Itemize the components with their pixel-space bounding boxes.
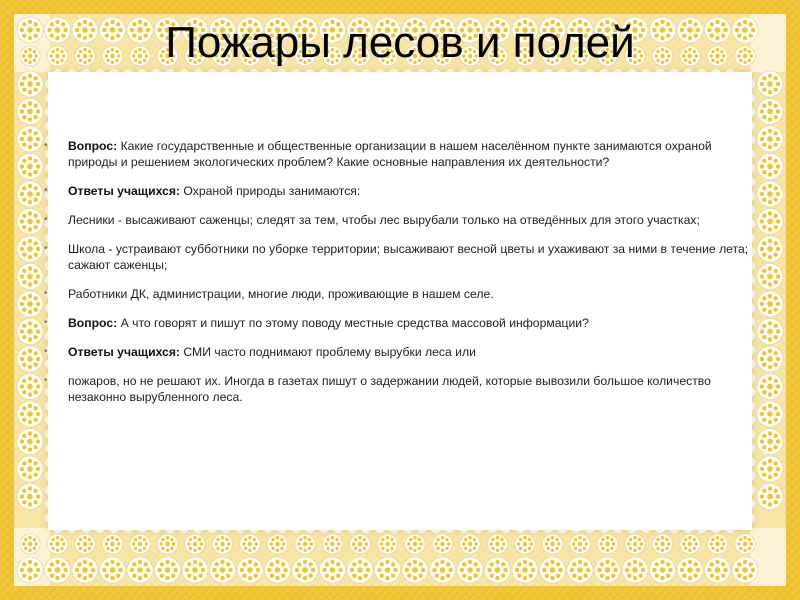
lace-flower-icon (17, 236, 43, 262)
lace-flower-icon (757, 264, 783, 290)
lace-flower-icon (735, 534, 755, 554)
lace-flower-icon (757, 209, 783, 235)
lace-flower-icon (130, 534, 150, 554)
lace-flower-icon (757, 484, 783, 510)
lace-flower-icon (622, 557, 648, 583)
lace-flower-icon (375, 557, 401, 583)
lace-flower-icon (17, 456, 43, 482)
lace-flower-icon (757, 236, 783, 262)
item-label: Ответы учащихся: (68, 184, 180, 198)
item-label: Вопрос: (68, 139, 118, 153)
lace-flower-icon (212, 534, 232, 554)
lace-flower-icon (377, 534, 397, 554)
item-text: А что говорят и пишут по этому поводу местные средства массовой информации? (117, 316, 589, 330)
lace-flower-icon (680, 534, 700, 554)
list-item (44, 138, 760, 170)
list-item (44, 212, 760, 228)
lace-flower-icon (757, 71, 783, 97)
lace-flower-icon (157, 534, 177, 554)
lace-flower-icon (17, 319, 43, 345)
lace-flower-icon (127, 557, 153, 583)
lace-flower-icon (17, 71, 43, 97)
lace-flower-icon (72, 557, 98, 583)
lace-flower-icon (757, 154, 783, 180)
item-text: Лесники - высаживают саженцы; следят за тем, чтобы лес вырубали только на отведённых для этого участках; (68, 213, 700, 227)
lace-flower-icon (757, 401, 783, 427)
lace-flower-icon (457, 557, 483, 583)
lace-flower-icon (652, 534, 672, 554)
lace-flower-icon (267, 534, 287, 554)
list-item (44, 183, 760, 199)
lace-flower-icon (542, 534, 562, 554)
lace-flower-icon (237, 557, 263, 583)
item-text: пожаров, но не решают их. Иногда в газетах пишут о задержании людей, которые вывозили большое количество незаконно вырубленного леса. (68, 374, 711, 404)
lace-flower-icon (650, 557, 676, 583)
lace-flower-icon (47, 534, 67, 554)
lace-flower-icon (322, 534, 342, 554)
slide-title: Пожары лесов и полей (165, 18, 635, 67)
list-item (44, 315, 760, 331)
lace-flower-icon (295, 534, 315, 554)
lace-flower-icon (757, 429, 783, 455)
lace-flower-icon (17, 264, 43, 290)
list-item (44, 373, 760, 405)
lace-flower-icon (757, 346, 783, 372)
lace-flower-icon (515, 534, 535, 554)
lace-flower-icon (677, 557, 703, 583)
bullet-dot-icon: • (44, 346, 48, 357)
item-text: Какие государственные и общественные организации в нашем населённом пункте занимаются охраной природы и решением экологических проблем? Какие основные направления их деятельности? (68, 139, 712, 169)
lace-flower-icon (17, 374, 43, 400)
lace-flower-icon (17, 99, 43, 125)
bullet-dot-icon: • (44, 214, 48, 225)
lace-flower-icon (17, 429, 43, 455)
lace-flower-icon (102, 534, 122, 554)
item-label: Ответы учащихся: (68, 345, 180, 359)
lace-flower-icon (347, 557, 373, 583)
bullet-dot-icon: • (44, 140, 48, 151)
lace-flower-icon (707, 534, 727, 554)
lace-flower-icon (350, 534, 370, 554)
lace-flower-icon (757, 291, 783, 317)
bullet-dot-icon: • (44, 185, 48, 196)
lace-flower-icon (567, 557, 593, 583)
lace-flower-icon (430, 557, 456, 583)
lace-flower-icon (155, 557, 181, 583)
lace-flower-icon (405, 534, 425, 554)
lace-flower-icon (185, 534, 205, 554)
lace-flower-icon (17, 154, 43, 180)
lace-flower-icon (757, 126, 783, 152)
lace-flower-icon (17, 557, 43, 583)
lace-flower-icon (597, 534, 617, 554)
bullet-dot-icon: • (44, 375, 48, 386)
lace-flower-icon (757, 319, 783, 345)
bullet-dot-icon: • (44, 288, 48, 299)
bullet-dot-icon: • (44, 317, 48, 328)
lace-flower-icon (100, 557, 126, 583)
lace-flower-icon (757, 374, 783, 400)
lace-flower-icon (432, 534, 452, 554)
lace-flower-icon (265, 557, 291, 583)
bullet-list (44, 138, 760, 418)
lace-flower-icon (485, 557, 511, 583)
lace-flower-icon (75, 534, 95, 554)
lace-flower-icon (757, 181, 783, 207)
lace-flower-icon (540, 557, 566, 583)
list-item (44, 344, 760, 360)
lace-flower-icon (705, 557, 731, 583)
lace-flower-icon (757, 456, 783, 482)
item-text: Школа - устраивают субботники по уборке территории; высаживают весной цветы и ухаживают за ними в течение лета; сажают саженцы; (68, 242, 749, 272)
bullet-dot-icon: • (44, 243, 48, 254)
lace-flower-icon (732, 557, 758, 583)
lace-flower-icon (292, 557, 318, 583)
lace-flower-icon (17, 126, 43, 152)
lace-flower-icon (570, 534, 590, 554)
item-text: Работники ДК, администрации, многие люди, проживающие в нашем селе. (68, 287, 494, 301)
item-label: Вопрос: (68, 316, 118, 330)
lace-flower-icon (625, 534, 645, 554)
lace-flower-icon (595, 557, 621, 583)
lace-flower-icon (17, 209, 43, 235)
lace-flower-icon (240, 534, 260, 554)
lace-flower-icon (20, 534, 40, 554)
lace-flower-icon (17, 291, 43, 317)
item-text: СМИ часто поднимают проблему вырубки леса или (180, 345, 476, 359)
lace-flower-icon (487, 534, 507, 554)
lace-flower-icon (460, 534, 480, 554)
lace-flower-icon (17, 181, 43, 207)
lace-flower-icon (17, 346, 43, 372)
lace-flower-icon (512, 557, 538, 583)
lace-flower-icon (17, 484, 43, 510)
lace-flower-icon (182, 557, 208, 583)
lace-flower-icon (210, 557, 236, 583)
list-item (44, 286, 760, 302)
lace-flower-icon (757, 99, 783, 125)
lace-flower-icon (402, 557, 428, 583)
item-text: Охраной природы занимаются: (180, 184, 361, 198)
lace-flower-icon (45, 557, 71, 583)
lace-flower-icon (320, 557, 346, 583)
lace-flower-icon (17, 401, 43, 427)
list-item (44, 241, 760, 273)
